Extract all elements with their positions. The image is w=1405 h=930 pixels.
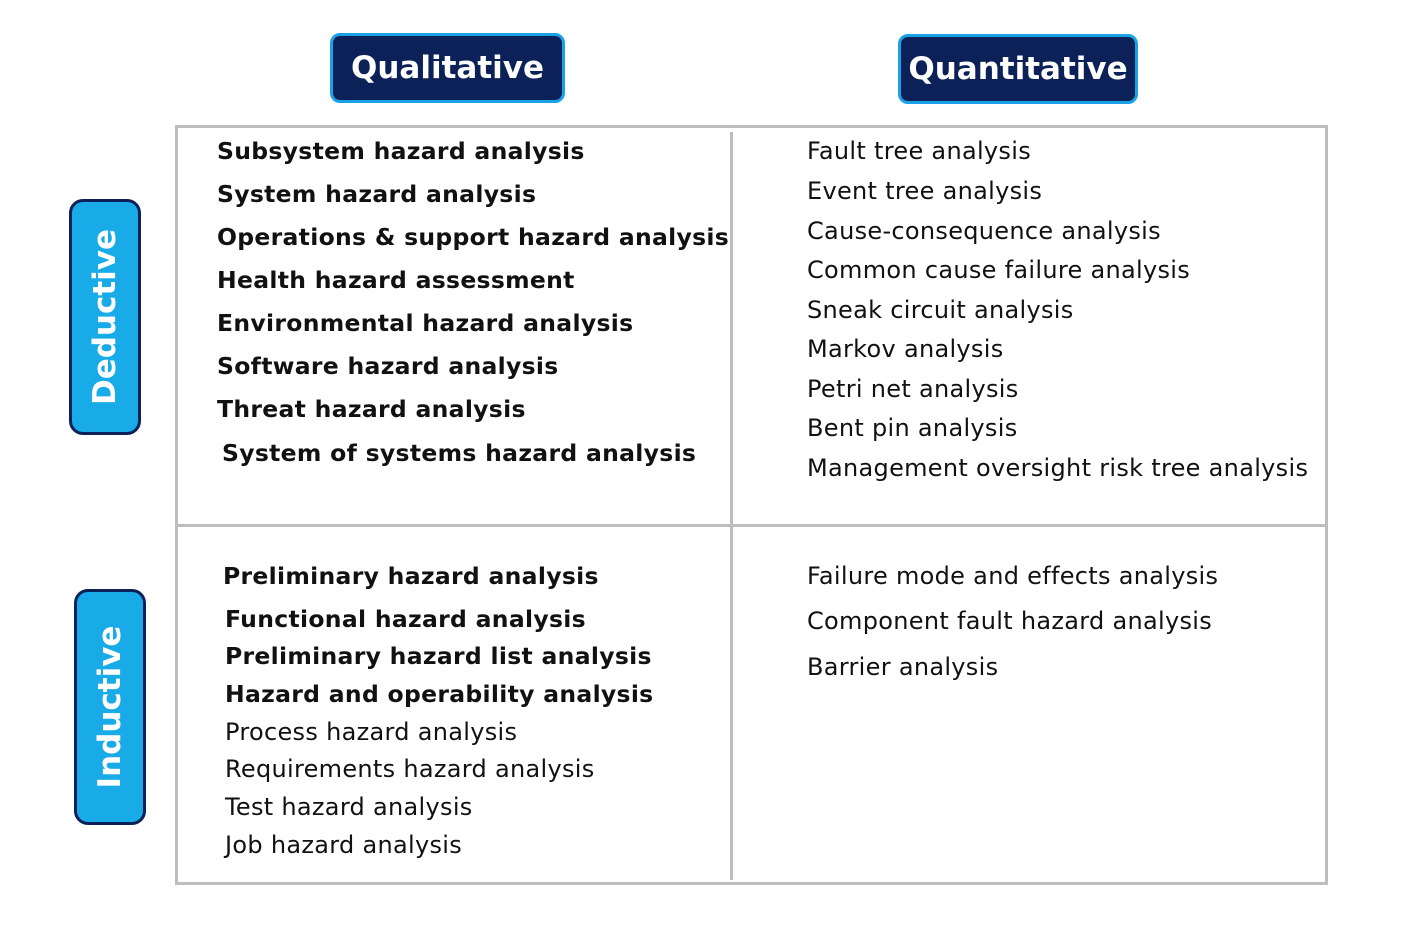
inductive-row-label-text: Inductive [92, 625, 128, 789]
dq-item: Software hazard analysis [217, 352, 559, 380]
iq-item: Functional hazard analysis [225, 605, 586, 633]
matrix-column-divider [730, 132, 733, 880]
dq-item: Environmental hazard analysis [217, 309, 634, 337]
dn-item: Petri net analysis [807, 375, 1019, 403]
matrix-row-divider [175, 524, 1328, 527]
dq-item: System hazard analysis [217, 180, 537, 208]
iq-item: Job hazard analysis [225, 831, 463, 859]
quantitative-header [898, 34, 1138, 104]
in-item: Barrier analysis [807, 653, 999, 681]
dq-item: Health hazard assessment [217, 266, 575, 294]
qualitative-header-label: Qualitative [350, 50, 544, 86]
iq-item: Test hazard analysis [225, 793, 473, 821]
dq-item: System of systems hazard analysis [222, 439, 697, 467]
dn-item: Cause-consequence analysis [807, 217, 1161, 245]
deductive-row-label [69, 199, 141, 435]
dn-item: Markov analysis [807, 335, 1004, 363]
qualitative-header [330, 33, 565, 103]
dn-item: Event tree analysis [807, 177, 1043, 205]
dq-item: Subsystem hazard analysis [217, 137, 585, 165]
dn-item: Bent pin analysis [807, 414, 1018, 442]
dq-item: Operations & support hazard analysis [217, 223, 730, 251]
dn-item: Sneak circuit analysis [807, 296, 1074, 324]
iq-item: Requirements hazard analysis [225, 755, 595, 783]
deductive-row-label-text: Deductive [87, 228, 123, 406]
dn-item: Management oversight risk tree analysis [807, 454, 1309, 482]
in-item: Component fault hazard analysis [807, 607, 1213, 635]
iq-item: Preliminary hazard list analysis [225, 642, 652, 670]
in-item: Failure mode and effects analysis [807, 562, 1219, 590]
dn-item: Fault tree analysis [807, 137, 1032, 165]
dn-item: Common cause failure analysis [807, 256, 1191, 284]
iq-item: Process hazard analysis [225, 718, 518, 746]
iq-item: Hazard and operability analysis [225, 680, 654, 708]
inductive-row-label [74, 589, 146, 825]
dq-item: Threat hazard analysis [217, 395, 526, 423]
quantitative-header-label: Quantitative [908, 51, 1128, 87]
iq-item: Preliminary hazard analysis [223, 562, 599, 590]
